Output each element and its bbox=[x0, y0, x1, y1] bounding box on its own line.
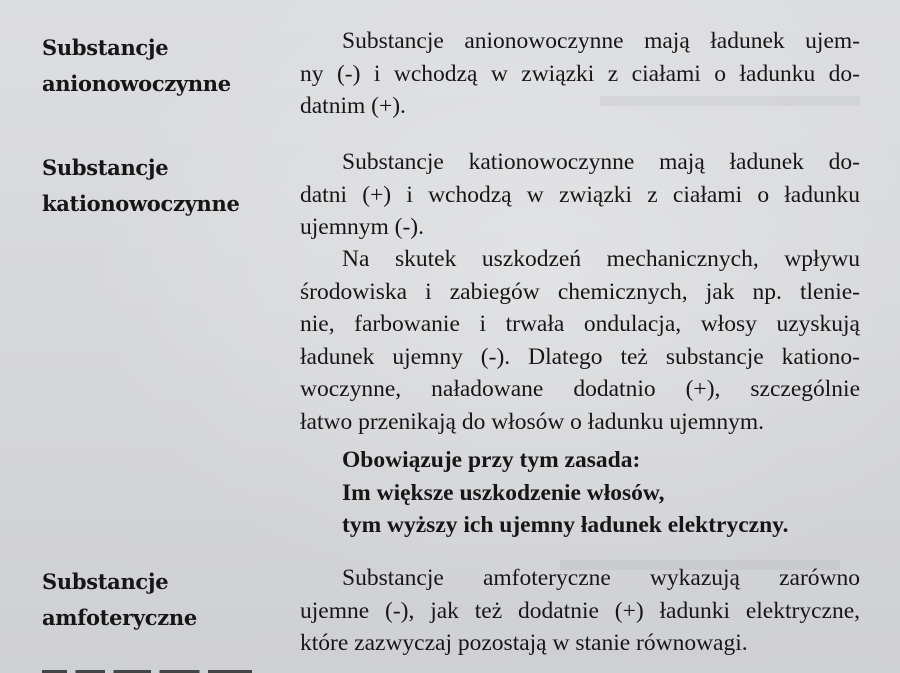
definition-amphoteric bbox=[300, 562, 860, 660]
text-line: Na skutek uszkodzeń mechanicznych, wpływu bbox=[342, 246, 860, 272]
text-line: łatwo przenikają do włosów o ładunku ujemnym. bbox=[300, 408, 765, 435]
text-line: nie, farbowanie i trwała ondulacja, włosy uzyskują bbox=[300, 311, 860, 337]
text-line: ujemnym (-). bbox=[300, 214, 424, 240]
text-line: ny (-) i wchodzą w związki z ciałami o ładunku do- bbox=[300, 60, 860, 87]
text-line: datnim (+). bbox=[300, 93, 406, 119]
term-cationic bbox=[42, 150, 240, 222]
term-line: anionowoczynne bbox=[42, 71, 231, 96]
term-anionic bbox=[42, 30, 231, 102]
rule-line: Im większe uszkodzenie włosów, bbox=[342, 479, 665, 506]
text-line: ładunek ujemny (-). Dlatego też substancje kationo- bbox=[300, 343, 860, 370]
text-line: środowiska i zabiegów chemicznych, jak np. tlenie- bbox=[300, 278, 860, 305]
term-line: Substancje bbox=[42, 569, 169, 594]
paragraph-damage bbox=[300, 243, 860, 438]
text-line: ujemne (-), jak też dodatnie (+) ładunki elektryczne, bbox=[300, 597, 860, 624]
text-line: Substancje kationowoczynne mają ładunek do- bbox=[342, 149, 860, 175]
term-line: Substancje bbox=[42, 155, 169, 180]
term-amphoteric bbox=[42, 564, 197, 636]
text-line: woczynne, naładowane dodatnio (+), szczególnie bbox=[300, 376, 860, 402]
cutoff-next-heading bbox=[42, 665, 252, 673]
term-line: amfoteryczne bbox=[42, 605, 197, 630]
text-line: datni (+) i wchodzą w związki z ciałami o ładunku bbox=[300, 181, 860, 208]
rule-block bbox=[342, 444, 788, 542]
text-line: które zazwyczaj pozostają w stanie równowagi. bbox=[300, 630, 748, 656]
definition-anionic bbox=[300, 25, 860, 123]
text-line: Substancje amfoteryczne wykazują zarówno bbox=[342, 565, 860, 591]
rule-line: tym wyższy ich ujemny ładunek elektryczny. bbox=[342, 512, 789, 538]
rule-line: Obowiązuje przy tym zasada: bbox=[342, 447, 641, 473]
definition-cationic bbox=[300, 146, 860, 244]
term-line: kationowoczynne bbox=[42, 191, 240, 216]
term-line: Substancje bbox=[42, 35, 169, 60]
text-line: Substancje anionowoczynne mają ładunek ujem- bbox=[342, 28, 860, 54]
